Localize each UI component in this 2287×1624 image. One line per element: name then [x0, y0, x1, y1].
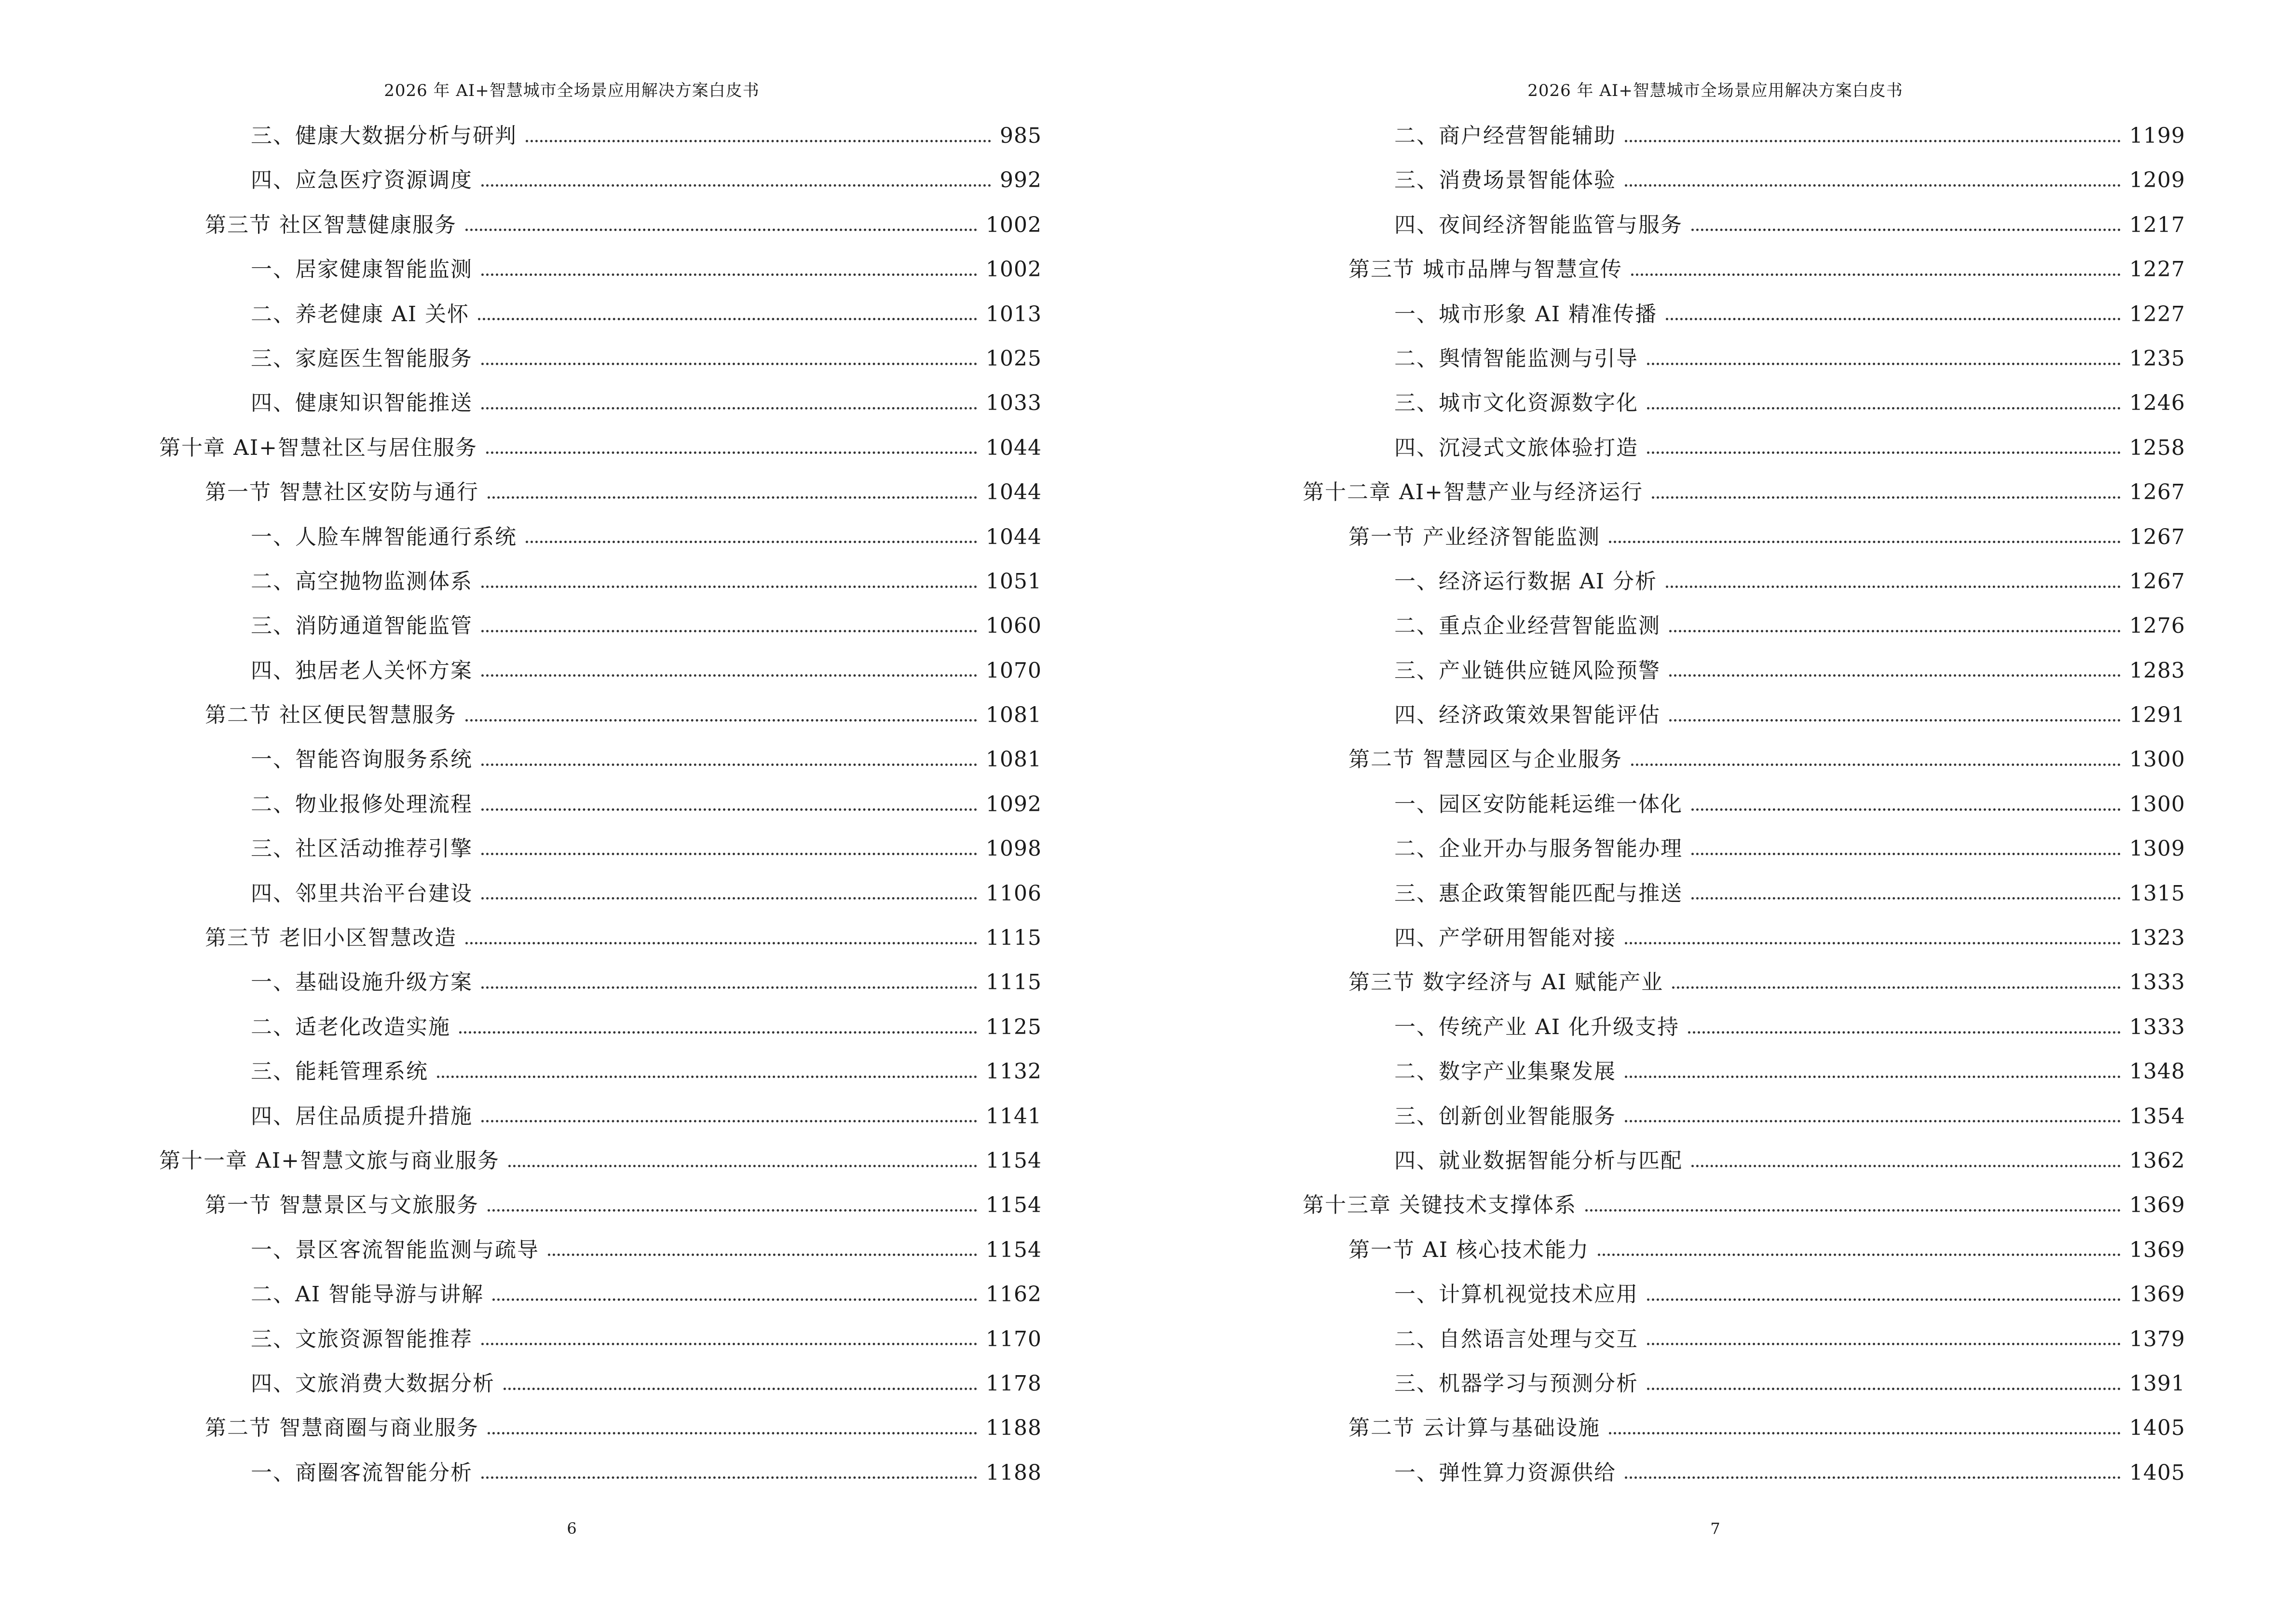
toc-entry-page: 1092 [986, 792, 1042, 817]
toc-entry-page: 1333 [2129, 970, 2185, 995]
dot-leader [478, 318, 977, 320]
toc-entry-page: 1115 [986, 970, 1042, 995]
dot-leader [481, 1476, 977, 1479]
toc-entry-title: 三、家庭医生智能服务 [251, 346, 473, 371]
toc-entry-page: 1227 [2129, 301, 2185, 327]
toc-entry[interactable] [159, 1451, 1042, 1495]
toc-entry[interactable] [1303, 470, 2185, 515]
toc-entry[interactable] [1303, 782, 2185, 827]
toc-entry[interactable] [1303, 426, 2185, 470]
toc-entry[interactable] [159, 426, 1042, 470]
toc-entry-page: 1044 [986, 480, 1042, 505]
toc-entry-title: 一、人脸车牌智能通行系统 [251, 524, 517, 549]
toc-entry-title: 四、沉浸式文旅体验打造 [1394, 435, 1638, 460]
toc-entry-title: 第十二章 AI+智慧产业与经济运行 [1303, 480, 1644, 505]
dot-leader [1647, 451, 2121, 454]
dot-leader [481, 630, 977, 632]
dot-leader [1647, 407, 2121, 409]
toc-entry-page: 1002 [986, 257, 1042, 282]
toc-entry-page: 1013 [986, 301, 1042, 327]
toc-entry[interactable] [1303, 515, 2185, 560]
dot-leader [465, 229, 977, 231]
toc-entry[interactable] [1303, 916, 2185, 960]
toc-entry-page: 1132 [986, 1059, 1042, 1084]
toc-entry[interactable] [1303, 292, 2185, 337]
toc-entry[interactable] [1303, 1451, 2185, 1495]
dot-leader [481, 184, 991, 187]
toc-list [159, 114, 1042, 1495]
dot-leader [1631, 764, 2121, 766]
toc-entry-page: 1267 [2129, 569, 2185, 594]
toc-entry[interactable] [1303, 1406, 2185, 1450]
dot-leader [1691, 853, 2121, 855]
toc-entry-page: 1044 [986, 435, 1042, 460]
toc-entry-title: 四、居住品质提升措施 [251, 1104, 473, 1129]
toc-entry-title: 二、舆情智能监测与引导 [1394, 346, 1638, 371]
dot-leader [1647, 1298, 2121, 1301]
toc-entry-page: 1323 [2129, 926, 2185, 951]
toc-entry[interactable] [1303, 247, 2185, 292]
toc-entry-title: 三、惠企政策智能匹配与推送 [1394, 881, 1683, 906]
dot-leader [1666, 586, 2121, 588]
toc-entry[interactable] [1303, 827, 2185, 871]
toc-entry-page: 1106 [986, 881, 1042, 906]
page-number: 7 [1710, 1519, 1720, 1538]
toc-entry-title: 三、健康大数据分析与研判 [251, 123, 517, 148]
toc-entry-title: 三、消费场景智能体验 [1394, 168, 1616, 193]
toc-entry-title: 第十章 AI+智慧社区与居住服务 [159, 435, 478, 460]
toc-entry-title: 二、企业开办与服务智能办理 [1394, 836, 1683, 861]
toc-entry[interactable] [1303, 872, 2185, 916]
toc-entry-title: 一、园区安防能耗运维一体化 [1394, 792, 1683, 817]
toc-entry[interactable] [1303, 560, 2185, 604]
toc-entry[interactable] [1303, 1272, 2185, 1317]
dot-leader [526, 541, 977, 543]
toc-entry[interactable] [1303, 1139, 2185, 1183]
toc-entry-page: 1258 [2129, 435, 2185, 460]
toc-entry[interactable] [1303, 1228, 2185, 1272]
dot-leader [481, 853, 977, 855]
page-header: 2026 年 AI+智慧城市全场景应用解决方案白皮书 [1527, 81, 1903, 100]
dot-leader [488, 1432, 977, 1434]
toc-entry[interactable] [1303, 1317, 2185, 1362]
toc-entry-page: 1227 [2129, 257, 2185, 282]
dot-leader [1691, 897, 2121, 900]
dot-leader [465, 942, 977, 944]
dot-leader [437, 1076, 977, 1078]
dot-leader [1625, 184, 2121, 187]
toc-entry-page: 1283 [2129, 658, 2185, 683]
dot-leader [508, 1165, 977, 1167]
dot-leader [548, 1254, 977, 1256]
toc-entry-title: 三、能耗管理系统 [251, 1059, 428, 1084]
toc-entry-title: 一、居家健康智能监测 [251, 257, 473, 282]
toc-entry-title: 三、社区活动推荐引擎 [251, 836, 473, 861]
dot-leader [1647, 1388, 2121, 1390]
dot-leader [481, 986, 977, 989]
toc-entry-page: 1162 [986, 1282, 1042, 1307]
dot-leader [1652, 496, 2121, 499]
dot-leader [1669, 674, 2121, 677]
toc-entry-title: 第二节 云计算与基础设施 [1348, 1416, 1600, 1441]
dot-leader [1691, 808, 2121, 811]
toc-entry[interactable] [1303, 649, 2185, 693]
toc-entry-title: 第二节 智慧园区与企业服务 [1348, 747, 1622, 772]
dot-leader [1688, 1031, 2121, 1034]
toc-entry-title: 四、独居老人关怀方案 [251, 658, 473, 683]
toc-entry[interactable] [1303, 337, 2185, 381]
toc-entry-page: 1081 [986, 703, 1042, 728]
toc-entry-page: 1154 [986, 1193, 1042, 1218]
page-number: 6 [567, 1519, 577, 1538]
dot-leader [465, 719, 977, 722]
toc-entry-title: 第三节 城市品牌与智慧宣传 [1348, 257, 1622, 282]
dot-leader [481, 1120, 977, 1122]
toc-entry-page: 1369 [2129, 1282, 2185, 1307]
dot-leader [459, 1031, 977, 1034]
toc-entry[interactable] [1303, 1183, 2185, 1228]
toc-entry-page: 1170 [986, 1326, 1042, 1351]
toc-entry-title: 四、健康知识智能推送 [251, 391, 473, 416]
toc-entry-title: 二、养老健康 AI 关怀 [251, 301, 470, 327]
toc-entry[interactable] [159, 737, 1042, 782]
dot-leader [1598, 1254, 2121, 1256]
toc-entry-title: 三、文旅资源智能推荐 [251, 1326, 473, 1351]
toc-entry[interactable] [159, 827, 1042, 871]
toc-entry-title: 第三节 老旧小区智慧改造 [205, 926, 457, 951]
dot-leader [1666, 318, 2121, 320]
toc-entry[interactable] [159, 916, 1042, 960]
dot-leader [481, 1343, 977, 1345]
toc-entry-title: 四、就业数据智能分析与匹配 [1394, 1148, 1683, 1173]
dot-leader [1669, 719, 2121, 722]
dot-leader [1625, 1076, 2121, 1078]
toc-entry-page: 1267 [2129, 480, 2185, 505]
toc-entry-title: 一、基础设施升级方案 [251, 970, 473, 995]
dot-leader [1625, 1120, 2121, 1122]
toc-entry-title: 四、夜间经济智能监管与服务 [1394, 212, 1683, 237]
toc-entry-title: 三、创新创业智能服务 [1394, 1104, 1616, 1129]
toc-entry-page: 1060 [986, 614, 1042, 639]
toc-entry-title: 三、城市文化资源数字化 [1394, 391, 1638, 416]
toc-entry[interactable] [1303, 1094, 2185, 1139]
toc-list [1303, 114, 2185, 1495]
toc-entry[interactable] [159, 1362, 1042, 1406]
toc-entry-page: 1154 [986, 1148, 1042, 1173]
dot-leader [481, 407, 977, 409]
dot-leader [1625, 140, 2121, 142]
dot-leader [481, 586, 977, 588]
toc-entry[interactable] [159, 1317, 1042, 1362]
dot-leader [1672, 986, 2121, 989]
toc-entry-page: 1405 [2129, 1416, 2185, 1441]
toc-entry-page: 1300 [2129, 747, 2185, 772]
toc-entry-page: 1354 [2129, 1104, 2185, 1129]
toc-entry-page: 1333 [2129, 1014, 2185, 1039]
dot-leader [504, 1388, 977, 1390]
toc-entry[interactable] [159, 960, 1042, 1005]
toc-entry-page: 1115 [986, 926, 1042, 951]
toc-entry[interactable] [1303, 693, 2185, 737]
toc-entry-title: 第一节 智慧社区安防与通行 [205, 480, 479, 505]
toc-entry-title: 三、产业链供应链风险预警 [1394, 658, 1661, 683]
dot-leader [481, 363, 977, 365]
toc-entry-title: 四、文旅消费大数据分析 [251, 1371, 495, 1396]
toc-entry-page: 1033 [986, 391, 1042, 416]
dot-leader [1669, 630, 2121, 632]
right-page [1144, 0, 2287, 1624]
dot-leader [1625, 942, 2121, 944]
dot-leader [1647, 1343, 2121, 1345]
dot-leader [1625, 1476, 2121, 1479]
toc-entry[interactable] [159, 1139, 1042, 1183]
toc-entry[interactable] [159, 292, 1042, 337]
toc-entry-page: 1309 [2129, 836, 2185, 861]
toc-entry[interactable] [159, 515, 1042, 560]
toc-entry[interactable] [159, 247, 1042, 292]
dot-leader [481, 674, 977, 677]
toc-entry[interactable] [159, 1406, 1042, 1450]
toc-entry[interactable] [159, 1050, 1042, 1094]
toc-entry-page: 1300 [2129, 792, 2185, 817]
toc-entry-page: 1188 [986, 1460, 1042, 1485]
dot-leader [1585, 1209, 2121, 1212]
toc-entry[interactable] [1303, 203, 2185, 247]
dot-leader [1609, 1432, 2121, 1434]
toc-entry[interactable] [159, 1228, 1042, 1272]
dot-leader [481, 273, 977, 276]
dot-leader [488, 496, 977, 499]
toc-entry[interactable] [1303, 960, 2185, 1005]
toc-entry-title: 一、传统产业 AI 化升级支持 [1394, 1014, 1680, 1039]
toc-entry[interactable] [159, 1183, 1042, 1228]
toc-entry-title: 一、景区客流智能监测与疏导 [251, 1237, 539, 1262]
toc-entry[interactable] [1303, 737, 2185, 782]
toc-entry[interactable] [159, 1272, 1042, 1317]
toc-entry-page: 1217 [2129, 212, 2185, 237]
toc-entry-page: 1025 [986, 346, 1042, 371]
toc-entry-title: 一、弹性算力资源供给 [1394, 1460, 1616, 1485]
dot-leader [481, 808, 977, 811]
toc-entry-title: 第三节 社区智慧健康服务 [205, 212, 457, 237]
toc-entry-page: 1125 [986, 1014, 1042, 1039]
toc-entry[interactable] [1303, 1050, 2185, 1094]
toc-entry-title: 第一节 智慧景区与文旅服务 [205, 1193, 479, 1218]
toc-entry-title: 二、商户经营智能辅助 [1394, 123, 1616, 148]
toc-entry-page: 1199 [2129, 123, 2185, 148]
toc-entry-page: 985 [1000, 123, 1042, 148]
toc-entry[interactable] [159, 649, 1042, 693]
dot-leader [526, 140, 991, 142]
toc-entry[interactable] [159, 604, 1042, 648]
dot-leader [1691, 1165, 2121, 1167]
toc-entry[interactable] [159, 381, 1042, 425]
toc-entry[interactable] [159, 560, 1042, 604]
toc-entry-page: 1178 [986, 1371, 1042, 1396]
toc-entry-title: 一、城市形象 AI 精准传播 [1394, 301, 1658, 327]
toc-entry[interactable] [1303, 1005, 2185, 1050]
toc-entry[interactable] [159, 1005, 1042, 1050]
toc-entry-page: 992 [1000, 168, 1042, 193]
toc-entry-title: 第一节 AI 核心技术能力 [1348, 1237, 1590, 1262]
dot-leader [486, 451, 977, 454]
toc-entry-title: 二、适老化改造实施 [251, 1014, 450, 1039]
toc-entry-title: 二、自然语言处理与交互 [1394, 1326, 1638, 1351]
toc-entry-title: 三、机器学习与预测分析 [1394, 1371, 1638, 1396]
toc-entry-page: 1188 [986, 1416, 1042, 1441]
toc-entry-title: 四、产学研用智能对接 [1394, 926, 1616, 951]
toc-entry-page: 1362 [2129, 1148, 2185, 1173]
toc-entry-title: 二、AI 智能导游与讲解 [251, 1282, 484, 1307]
dot-leader [488, 1209, 977, 1212]
toc-entry[interactable] [159, 872, 1042, 916]
dot-leader [1609, 541, 2121, 543]
toc-entry-page: 1141 [986, 1104, 1042, 1129]
toc-entry[interactable] [159, 1094, 1042, 1139]
dot-leader [1631, 273, 2121, 276]
toc-entry-page: 1315 [2129, 881, 2185, 906]
dot-leader [1691, 229, 2121, 231]
toc-entry-page: 1379 [2129, 1326, 2185, 1351]
toc-entry-title: 一、智能咨询服务系统 [251, 747, 473, 772]
page-header: 2026 年 AI+智慧城市全场景应用解决方案白皮书 [384, 81, 760, 100]
toc-entry-page: 1235 [2129, 346, 2185, 371]
toc-entry-title: 第三节 数字经济与 AI 赋能产业 [1348, 970, 1664, 995]
toc-entry[interactable] [159, 203, 1042, 247]
toc-entry-page: 1246 [2129, 391, 2185, 416]
toc-entry-page: 1391 [2129, 1371, 2185, 1396]
toc-entry-page: 1369 [2129, 1193, 2185, 1218]
toc-entry-title: 二、重点企业经营智能监测 [1394, 614, 1661, 639]
toc-entry[interactable] [1303, 1362, 2185, 1406]
toc-entry-page: 1209 [2129, 168, 2185, 193]
toc-entry-title: 二、物业报修处理流程 [251, 792, 473, 817]
dot-leader [481, 764, 977, 766]
toc-entry[interactable] [159, 470, 1042, 515]
toc-entry-title: 一、商圈客流智能分析 [251, 1460, 473, 1485]
toc-entry-title: 第二节 社区便民智慧服务 [205, 703, 457, 728]
toc-entry-page: 1369 [2129, 1237, 2185, 1262]
toc-entry[interactable] [1303, 604, 2185, 648]
dot-leader [481, 897, 977, 900]
toc-entry-title: 二、数字产业集聚发展 [1394, 1059, 1616, 1084]
toc-entry[interactable] [159, 158, 1042, 203]
toc-entry-page: 1405 [2129, 1460, 2185, 1485]
toc-entry-page: 1276 [2129, 614, 2185, 639]
toc-entry-title: 一、经济运行数据 AI 分析 [1394, 569, 1658, 594]
toc-entry-page: 1098 [986, 836, 1042, 861]
toc-entry[interactable] [1303, 114, 2185, 158]
toc-entry-title: 二、高空抛物监测体系 [251, 569, 473, 594]
toc-entry-title: 第一节 产业经济智能监测 [1348, 524, 1600, 549]
toc-entry-page: 1051 [986, 569, 1042, 594]
dot-leader [492, 1298, 977, 1301]
toc-entry[interactable] [159, 114, 1042, 158]
dot-leader [1647, 363, 2121, 365]
toc-entry-title: 第十三章 关键技术支撑体系 [1303, 1193, 1577, 1218]
toc-entry-title: 四、应急医疗资源调度 [251, 168, 473, 193]
toc-entry-title: 四、邻里共治平台建设 [251, 881, 473, 906]
toc-entry-title: 三、消防通道智能监管 [251, 614, 473, 639]
toc-entry-page: 1291 [2129, 703, 2185, 728]
toc-entry-page: 1044 [986, 524, 1042, 549]
toc-entry-title: 一、计算机视觉技术应用 [1394, 1282, 1638, 1307]
toc-entry[interactable] [159, 337, 1042, 381]
toc-entry[interactable] [159, 693, 1042, 737]
toc-entry-title: 第二节 智慧商圈与商业服务 [205, 1416, 479, 1441]
toc-entry-title: 第十一章 AI+智慧文旅与商业服务 [159, 1148, 500, 1173]
toc-entry[interactable] [1303, 158, 2185, 203]
toc-entry-page: 1002 [986, 212, 1042, 237]
toc-entry[interactable] [159, 782, 1042, 827]
toc-entry[interactable] [1303, 381, 2185, 425]
toc-entry-page: 1081 [986, 747, 1042, 772]
toc-entry-page: 1348 [2129, 1059, 2185, 1084]
toc-entry-page: 1154 [986, 1237, 1042, 1262]
toc-entry-page: 1267 [2129, 524, 2185, 549]
toc-entry-page: 1070 [986, 658, 1042, 683]
toc-entry-title: 四、经济政策效果智能评估 [1394, 703, 1661, 728]
